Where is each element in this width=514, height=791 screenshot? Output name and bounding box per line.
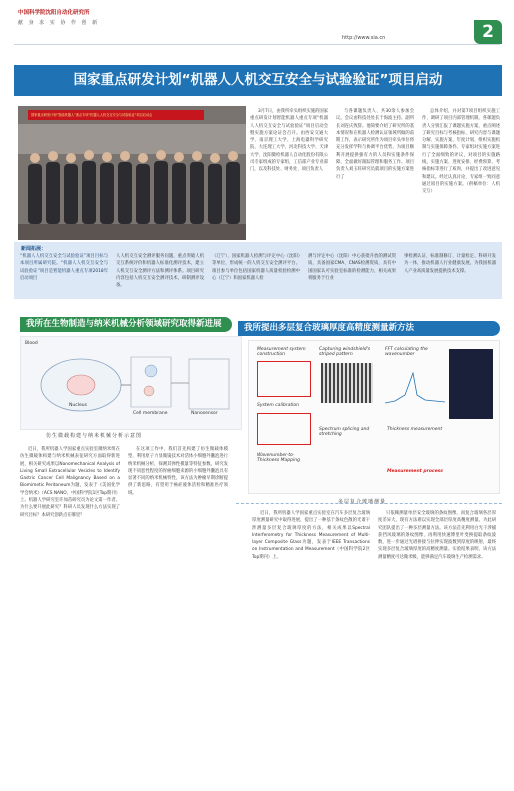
left-article-col-1: 近日，我所机器人学国家重点实验室微纳米组在仿生微载体构建与纳米机械表征研究方面取得新进展，相关研究成果以Nanomechanical Analysis of Living Small Extracellular Vesicles to Identify Gastric Cancer Cell Malignancy Based on a Biomimetic Peritoneum为题，发表于《美国化学学会纳米》（ACS NANO，中国科学院1区Top期刊）上。机器人学研究室许加苗研究员为论文第一作者。为什么要开展此研究？科研人员发现什么方法实现了研究目标？本研究创新点在哪里？ [20, 447, 120, 518]
diag-fft: FFT calculating the wavenumber [385, 347, 428, 357]
page-number: 2 [474, 20, 502, 44]
left-figure-caption: 仿生微载构建与纳米机械分析示意图 [46, 433, 143, 439]
left-article-title: 我所在生物制造与纳米机械分析领域研究取得新进展 [20, 317, 232, 332]
main-article-title: 国家重点研发计划“机器人人机交互安全与试验验证”项目启动 [14, 65, 502, 96]
news-expansion-col-4: 测与评定中心（沈阳）中心获批开放的测试资质，具备国家CMA、CNAS检测资质，具有中国国家认可实验室标准的检测能力，相关成果将服务于行业 [308, 254, 396, 281]
right-article-col-1: 近日，我所机器人学国家重点实验室在汽车多层复合玻璃厚度测量研究中取得进展，提出了一种基于条纹色散的光谱干涉测量多层复合玻璃厚度的方法，相关成果以Spectral Interferometry for Thickness Measurement of Multi-layer Composite Glass为题，发表于IEEE Transactions on Instrumentation and Measurement（中国科学院2区Top期刊）上。 [252, 511, 370, 560]
bio-schematic-figure [20, 336, 242, 430]
news-expansion-col-5: 事检测认证、标准制修订、计量检定、科研开发为一体，推动机器人行业健康发展，为我国机器人产业高质量发展提供技术支撑。 [404, 254, 496, 274]
right-article-title: 我所提出多层复合玻璃厚度高精度测量新方法 [238, 321, 500, 336]
photo-banner-text: 国家重点研发计划“智能机器人”重点专项“机器人人机交互安全与试验验证”项目启动会 [31, 113, 153, 117]
sketch-label-membrane: Cell membrane [133, 411, 168, 416]
site-url[interactable]: http://www.sia.cn [342, 35, 386, 41]
diag-system-construction: Measurement system construction [257, 347, 306, 357]
diag-calibration-box [257, 413, 311, 445]
diag-measurement-process: Measurement process [387, 469, 443, 474]
news-expansion-label: 新闻拓展： [21, 246, 47, 252]
diag-system-calibration: System calibration [257, 403, 300, 408]
group-photo-people [18, 106, 246, 240]
news-expansion-col-1: “机器人人机交互安全与试验验证”项目目标与本项目所属研究院。“机器人人机交互安全与试验验证”项目是智能机器人重点专项2018年启动项目 [20, 254, 108, 281]
main-article-col-2: 与各课题负责人、共30余人参加会议。会议由科技处处长于海波主持。副所长刘连庆致辞。他简要介绍了研究所的基本情况和在机器人检测认证领域所做的前期工作，表示研究所作为项目牵头单位将充分发挥学科与协调平台优势，为项目顺利开展提供强有力的人员和实施条件保障，全面做好跟踪管理和服务工作。项目负责人刘玉旺研究员就项目的实施方案进行了 [336, 109, 414, 180]
diag-fft-plot [385, 365, 445, 405]
right-article-divider [236, 503, 502, 504]
glass-measurement-diagram [248, 340, 500, 494]
diag-3d-result [449, 349, 493, 419]
sketch-label-blood: Blood [25, 341, 38, 346]
diag-capturing-pattern: Capturing windshield's striped pattern [319, 347, 371, 357]
main-article-col-3: 总体介绍，并对第7项目组织实施工作、调研了项目内部管理机制。各课题负责人分别汇报了课题实施方案，重点阐述了研究目标与考核指标、研究内容与课题分解、实施方案、年度计划、组织实施机制与实施保障条件。专家组对实施方案进行了全面细致的评议，对项目的实施路线、实施方案、进度安排、经费预算、考核指标等进行了质询，并提出了改进意见和建议。经过认真讨论，专家组一致同意通过项目的实施方案。（供稿单位：人机交互） [422, 109, 500, 195]
org-motto: 献 身 求 实 协 作 创 新 [18, 20, 100, 26]
org-name: 中国科学院沈阳自动化研究所 [18, 10, 90, 16]
sketch-label-nanosensor: Nanosensor [191, 411, 218, 416]
diag-wavenumber-mapping: Wavenumber-to-Thickness Mapping [257, 453, 300, 463]
news-expansion-col-2: 人人机交互安全测评服务问题，重点突破人机交互系统评价和机器人标准化测评技术，建立人机交互安全测评方法和测评体系。项目研究内容包括人机交互安全测评技术，研制测评设备。 [116, 254, 204, 289]
main-article-col-1: 3月7日，由我所牵头组织实施的国家重点研发计划智能机器人重点专项“机器人人机交互安全与试验验证”项目启动会暨实施方案论证会召开。由西安交通大学、南京理工大学、上海电器科学研究院、大连理工大学、河北科技大学、天津大学、沈阳微检机器人自动化股份有限公司专家组成的专家组，工信部产业专业部门，以及科技处、财务处、项目负责人 [250, 109, 328, 173]
diag-thickness: Thickness measurement [387, 427, 443, 432]
diag-stripe-pattern [321, 363, 373, 403]
header-divider [14, 44, 500, 45]
group-photo [18, 106, 246, 240]
sketch-label-nucleus: Nucleus [69, 403, 87, 408]
diag-system-box [257, 361, 311, 397]
right-article-col-2: 只依赖测量单层安全玻璃的条纹图像，而复合玻璃各层厚度差异大，现有方法难以实现全部层厚度高精度测量。为此研究团队提出了一种多层测量方法。该方法首先利用白光干涉捕获挡风玻璃的条纹图像，再利用快速傅里叶变换提取条纹波数，进一步通过光谱拼接与拉伸实现波数到厚度的映射，最终实现多层复合玻璃厚度的高精度测量。实验结果表明，该方法测量精度可达微米级，能够满足汽车玻璃生产检测需求。 [378, 511, 496, 560]
news-expansion-col-3: （辽宁）、国家机器人检测与评定中心（沈阳）等单位，形成统一的人机交互安全测评平台。项目参与单位包括国家机器人质量检验检测中心（辽宁）和国家机器人检 [212, 254, 300, 281]
photo-event-banner [28, 110, 204, 120]
diag-spectrum-splicing: Spectrum splicing and stretching [319, 427, 370, 437]
left-article-col-2: 在这项工作中，我们首先构建了仿生微载体模型，利用原子力显微镜技术对活体小细胞外囊泡进行纳米机械分析，探测其弹性模量等特征参数。研究发现不同恶性程度的胃癌细胞来源的小细胞外囊泡具有显著不同的纳米机械特性，该方法为肿瘤早期诊断提供了新思路，有望用于癌症液体活检和精准医疗领域。 [128, 447, 228, 496]
right-figure-caption: 多层复合玻璃测量 [338, 499, 387, 505]
